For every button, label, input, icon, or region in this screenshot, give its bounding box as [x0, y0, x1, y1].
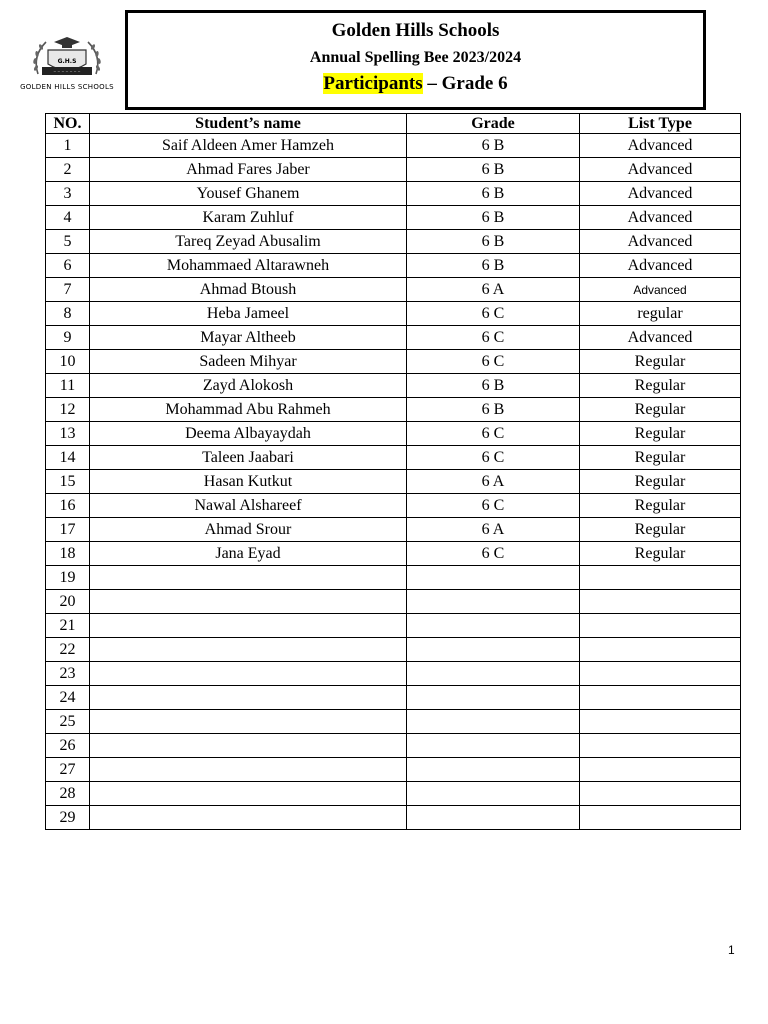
list-type-cell: Advanced	[580, 206, 741, 230]
student-name-cell: Zayd Alokosh	[90, 374, 407, 398]
grade-cell	[407, 806, 580, 830]
student-name-cell	[90, 590, 407, 614]
list-type-cell: regular	[580, 302, 741, 326]
list-type-cell: Regular	[580, 518, 741, 542]
grade-cell: 6 B	[407, 134, 580, 158]
student-name-cell: Ahmad Srour	[90, 518, 407, 542]
list-type-cell: Regular	[580, 374, 741, 398]
list-type-cell	[580, 758, 741, 782]
table-row	[46, 806, 741, 830]
school-logo	[20, 34, 114, 94]
list-type-cell: Regular	[580, 446, 741, 470]
table-row	[46, 566, 741, 590]
student-name-cell	[90, 638, 407, 662]
list-type-cell	[580, 686, 741, 710]
participants-table	[45, 113, 741, 830]
list-type-cell	[580, 806, 741, 830]
table-row	[46, 446, 741, 470]
table-row	[46, 710, 741, 734]
svg-text:G.H.S: G.H.S	[57, 58, 77, 65]
list-type-cell	[580, 566, 741, 590]
row-number-cell: 5	[46, 230, 90, 254]
grade-cell	[407, 710, 580, 734]
row-number-cell: 18	[46, 542, 90, 566]
grade-cell: 6 C	[407, 542, 580, 566]
student-name-cell: Taleen Jaabari	[90, 446, 407, 470]
row-number-cell: 26	[46, 734, 90, 758]
table-row	[46, 278, 741, 302]
header-box	[125, 10, 706, 110]
list-type-cell: Advanced	[580, 182, 741, 206]
title-highlight: Participants	[323, 73, 423, 94]
logo-text: GOLDEN HILLS SCHOOLS	[20, 83, 114, 91]
table-row	[46, 206, 741, 230]
table-row	[46, 374, 741, 398]
row-number-cell: 29	[46, 806, 90, 830]
grade-cell: 6 B	[407, 230, 580, 254]
table-row	[46, 494, 741, 518]
student-name-cell	[90, 758, 407, 782]
table-row	[46, 662, 741, 686]
row-number-cell: 13	[46, 422, 90, 446]
table-row	[46, 230, 741, 254]
row-number-cell: 6	[46, 254, 90, 278]
list-type-cell	[580, 638, 741, 662]
grade-cell: 6 B	[407, 254, 580, 278]
grade-cell: 6 C	[407, 446, 580, 470]
student-name-cell: Karam Zuhluf	[90, 206, 407, 230]
table-row	[46, 134, 741, 158]
col-header-student-name: Student’s name	[90, 114, 407, 134]
student-name-cell	[90, 566, 407, 590]
list-type-cell: Advanced	[580, 326, 741, 350]
table-row	[46, 734, 741, 758]
grade-cell: 6 A	[407, 470, 580, 494]
school-name: Golden Hills Schools	[331, 20, 500, 41]
col-header-list-type: List Type	[580, 114, 741, 134]
student-name-cell	[90, 806, 407, 830]
page-number: 1	[728, 943, 735, 957]
list-type-cell: Regular	[580, 422, 741, 446]
list-type-cell	[580, 662, 741, 686]
event-title: Annual Spelling Bee 2023/2024	[309, 49, 522, 66]
row-number-cell: 20	[46, 590, 90, 614]
list-type-cell: Regular	[580, 470, 741, 494]
student-name-cell: Mohammaed Altarawneh	[90, 254, 407, 278]
row-number-cell: 2	[46, 158, 90, 182]
row-number-cell: 7	[46, 278, 90, 302]
row-number-cell: 28	[46, 782, 90, 806]
list-type-cell: Advanced	[580, 134, 741, 158]
grade-cell: 6 C	[407, 350, 580, 374]
grade-cell: 6 B	[407, 374, 580, 398]
grade-cell	[407, 638, 580, 662]
student-name-cell: Nawal Alshareef	[90, 494, 407, 518]
row-number-cell: 4	[46, 206, 90, 230]
row-number-cell: 23	[46, 662, 90, 686]
student-name-cell: Hasan Kutkut	[90, 470, 407, 494]
student-name-cell	[90, 782, 407, 806]
grade-cell	[407, 590, 580, 614]
list-type-cell: Advanced	[580, 158, 741, 182]
grade-cell: 6 C	[407, 302, 580, 326]
grade-cell: 6 A	[407, 278, 580, 302]
grade-cell: 6 C	[407, 494, 580, 518]
list-type-cell	[580, 614, 741, 638]
table-row	[46, 686, 741, 710]
student-name-cell: Heba Jameel	[90, 302, 407, 326]
table-row	[46, 638, 741, 662]
row-number-cell: 22	[46, 638, 90, 662]
svg-text:~ ~ ~ ~ ~ ~ ~: ~ ~ ~ ~ ~ ~ ~	[53, 70, 81, 74]
row-number-cell: 8	[46, 302, 90, 326]
grade-cell	[407, 758, 580, 782]
grade-cell: 6 B	[407, 398, 580, 422]
list-type-cell: Regular	[580, 350, 741, 374]
student-name-cell: Sadeen Mihyar	[90, 350, 407, 374]
student-name-cell: Ahmad Btoush	[90, 278, 407, 302]
row-number-cell: 24	[46, 686, 90, 710]
list-type-cell	[580, 734, 741, 758]
list-type-cell: Regular	[580, 494, 741, 518]
grade-cell	[407, 614, 580, 638]
table-header-row	[46, 114, 741, 134]
table-row	[46, 782, 741, 806]
grade-cell: 6 B	[407, 182, 580, 206]
table-row	[46, 758, 741, 782]
logo-monogram	[20, 34, 114, 65]
student-name-cell	[90, 710, 407, 734]
student-name-cell: Mayar Altheeb	[90, 326, 407, 350]
table-row	[46, 422, 741, 446]
list-type-cell: Advanced	[580, 278, 741, 302]
grade-cell: 6 B	[407, 206, 580, 230]
student-name-cell	[90, 686, 407, 710]
grade-cell	[407, 662, 580, 686]
col-header-grade: Grade	[407, 114, 580, 134]
list-type-cell: Advanced	[580, 254, 741, 278]
table-row	[46, 254, 741, 278]
table-row	[46, 158, 741, 182]
table-row	[46, 326, 741, 350]
student-name-cell: Jana Eyad	[90, 542, 407, 566]
grade-cell: 6 C	[407, 422, 580, 446]
grade-cell	[407, 686, 580, 710]
row-number-cell: 17	[46, 518, 90, 542]
row-number-cell: 15	[46, 470, 90, 494]
table-row	[46, 614, 741, 638]
table-row	[46, 542, 741, 566]
list-type-cell: Advanced	[580, 230, 741, 254]
student-name-cell: Saif Aldeen Amer Hamzeh	[90, 134, 407, 158]
table-row	[46, 350, 741, 374]
grade-cell	[407, 566, 580, 590]
row-number-cell: 21	[46, 614, 90, 638]
student-name-cell	[90, 734, 407, 758]
table-row	[46, 302, 741, 326]
student-name-cell: Deema Albayaydah	[90, 422, 407, 446]
title-grade: – Grade 6	[422, 73, 508, 94]
row-number-cell: 12	[46, 398, 90, 422]
list-type-cell	[580, 710, 741, 734]
table-row	[46, 518, 741, 542]
student-name-cell: Tareq Zeyad Abusalim	[90, 230, 407, 254]
grade-cell: 6 A	[407, 518, 580, 542]
student-name-cell	[90, 614, 407, 638]
grade-cell: 6 C	[407, 326, 580, 350]
row-number-cell: 27	[46, 758, 90, 782]
student-name-cell: Mohammad Abu Rahmeh	[90, 398, 407, 422]
row-number-cell: 1	[46, 134, 90, 158]
table-row	[46, 470, 741, 494]
list-type-cell	[580, 782, 741, 806]
row-number-cell: 3	[46, 182, 90, 206]
row-number-cell: 14	[46, 446, 90, 470]
grade-cell	[407, 782, 580, 806]
row-number-cell: 16	[46, 494, 90, 518]
student-name-cell: Yousef Ghanem	[90, 182, 407, 206]
row-number-cell: 25	[46, 710, 90, 734]
row-number-cell: 19	[46, 566, 90, 590]
table-row	[46, 182, 741, 206]
list-type-cell: Regular	[580, 542, 741, 566]
student-name-cell: Ahmad Fares Jaber	[90, 158, 407, 182]
grade-cell: 6 B	[407, 158, 580, 182]
col-header-number: NO.	[46, 114, 90, 134]
row-number-cell: 11	[46, 374, 90, 398]
list-type-cell	[580, 590, 741, 614]
row-number-cell: 9	[46, 326, 90, 350]
student-name-cell	[90, 662, 407, 686]
list-type-cell: Regular	[580, 398, 741, 422]
page-title	[128, 72, 703, 96]
row-number-cell: 10	[46, 350, 90, 374]
table-row	[46, 398, 741, 422]
table-row	[46, 590, 741, 614]
grade-cell	[407, 734, 580, 758]
